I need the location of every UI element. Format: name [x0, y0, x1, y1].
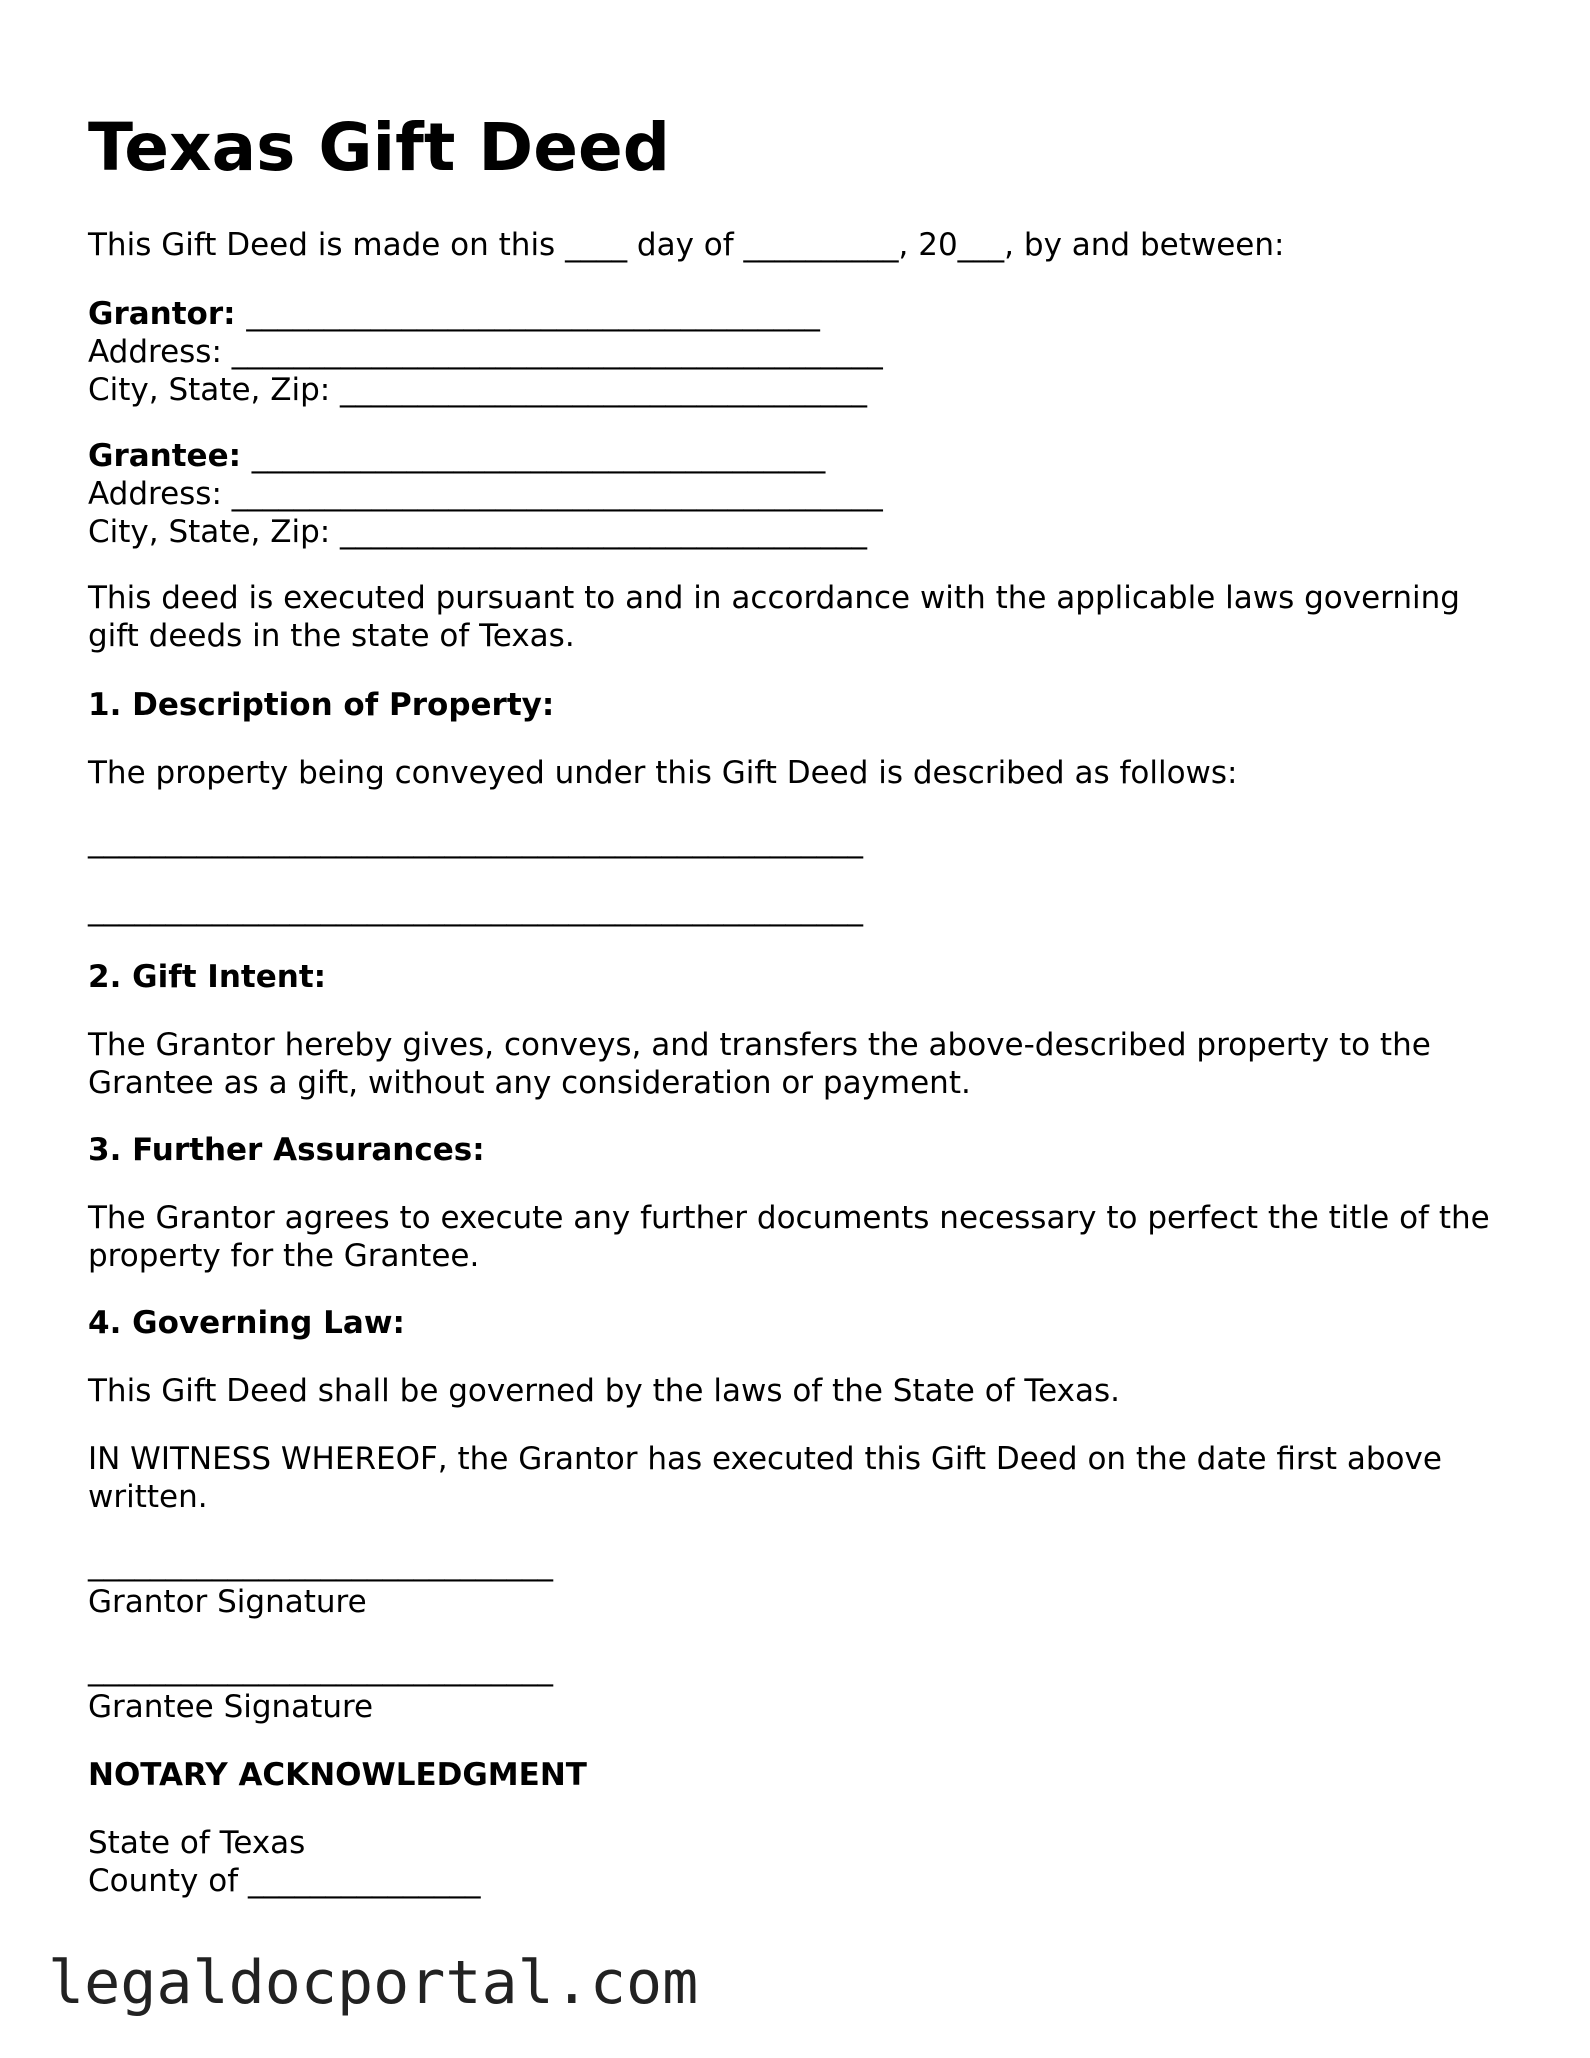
grantee-name-row [88, 437, 825, 475]
grantee-signature-line[interactable]: ______________________________ [88, 1651, 553, 1687]
section-text-1: The property being conveyed under this Gift Deed is described as follows: [88, 755, 1238, 791]
section-heading-3: 3. Further Assurances: [88, 1132, 485, 1168]
grantee-signature-label: Grantee Signature [88, 1689, 374, 1725]
grantor-address-field[interactable]: Address: __________________________________________ [88, 334, 883, 370]
watermark: legaldocportal.com [48, 1948, 699, 2018]
witness-paragraph: IN WITNESS WHEREOF, the Grantor has executed this Gift Deed on the date first above written. [88, 1441, 1442, 1515]
grantor-label: Grantor: [88, 296, 247, 332]
grantor-name-row [88, 295, 820, 333]
section-text-4: This Gift Deed shall be governed by the laws of the State of Texas. [88, 1373, 1120, 1409]
intro-text: This Gift Deed is made on this ____ day of __________, 20___, by and between: [88, 227, 1285, 263]
property-description-line-1[interactable]: __________________________________________________ [88, 823, 863, 859]
grantee-address-field[interactable]: Address: __________________________________________ [88, 476, 883, 512]
grantee-city-state-zip-field[interactable]: City, State, Zip: __________________________________ [88, 514, 868, 550]
grantee-label: Grantee: [88, 438, 252, 474]
page-title: Texas Gift Deed [88, 109, 670, 186]
grantee-name-field[interactable]: _____________________________________ [251, 438, 826, 474]
section-heading-2: 2. Gift Intent: [88, 959, 327, 995]
pursuant-paragraph: This deed is executed pursuant to and in accordance with the applicable laws governing gift deeds in the state of Texas. [88, 580, 1460, 654]
notary-heading: NOTARY ACKNOWLEDGMENT [88, 1757, 587, 1793]
grantor-signature-line[interactable]: ______________________________ [88, 1546, 553, 1582]
notary-state: State of Texas [88, 1825, 306, 1861]
grantor-signature-label: Grantor Signature [88, 1584, 367, 1620]
section-heading-4: 4. Governing Law: [88, 1305, 405, 1341]
notary-county-field[interactable]: County of _______________ [88, 1863, 481, 1899]
property-description-line-2[interactable]: __________________________________________________ [88, 891, 863, 927]
grantor-name-field[interactable]: _____________________________________ [246, 296, 820, 332]
section-heading-1: 1. Description of Property: [88, 687, 555, 723]
section-text-2: The Grantor hereby gives, conveys, and transfers the above-described property to the Grantee as a gift, without any consideration or payment. [88, 1027, 1431, 1101]
section-text-3: The Grantor agrees to execute any further documents necessary to perfect the title of the property for the Grantee. [88, 1200, 1490, 1274]
grantor-city-state-zip-field[interactable]: City, State, Zip: __________________________________ [88, 372, 868, 408]
